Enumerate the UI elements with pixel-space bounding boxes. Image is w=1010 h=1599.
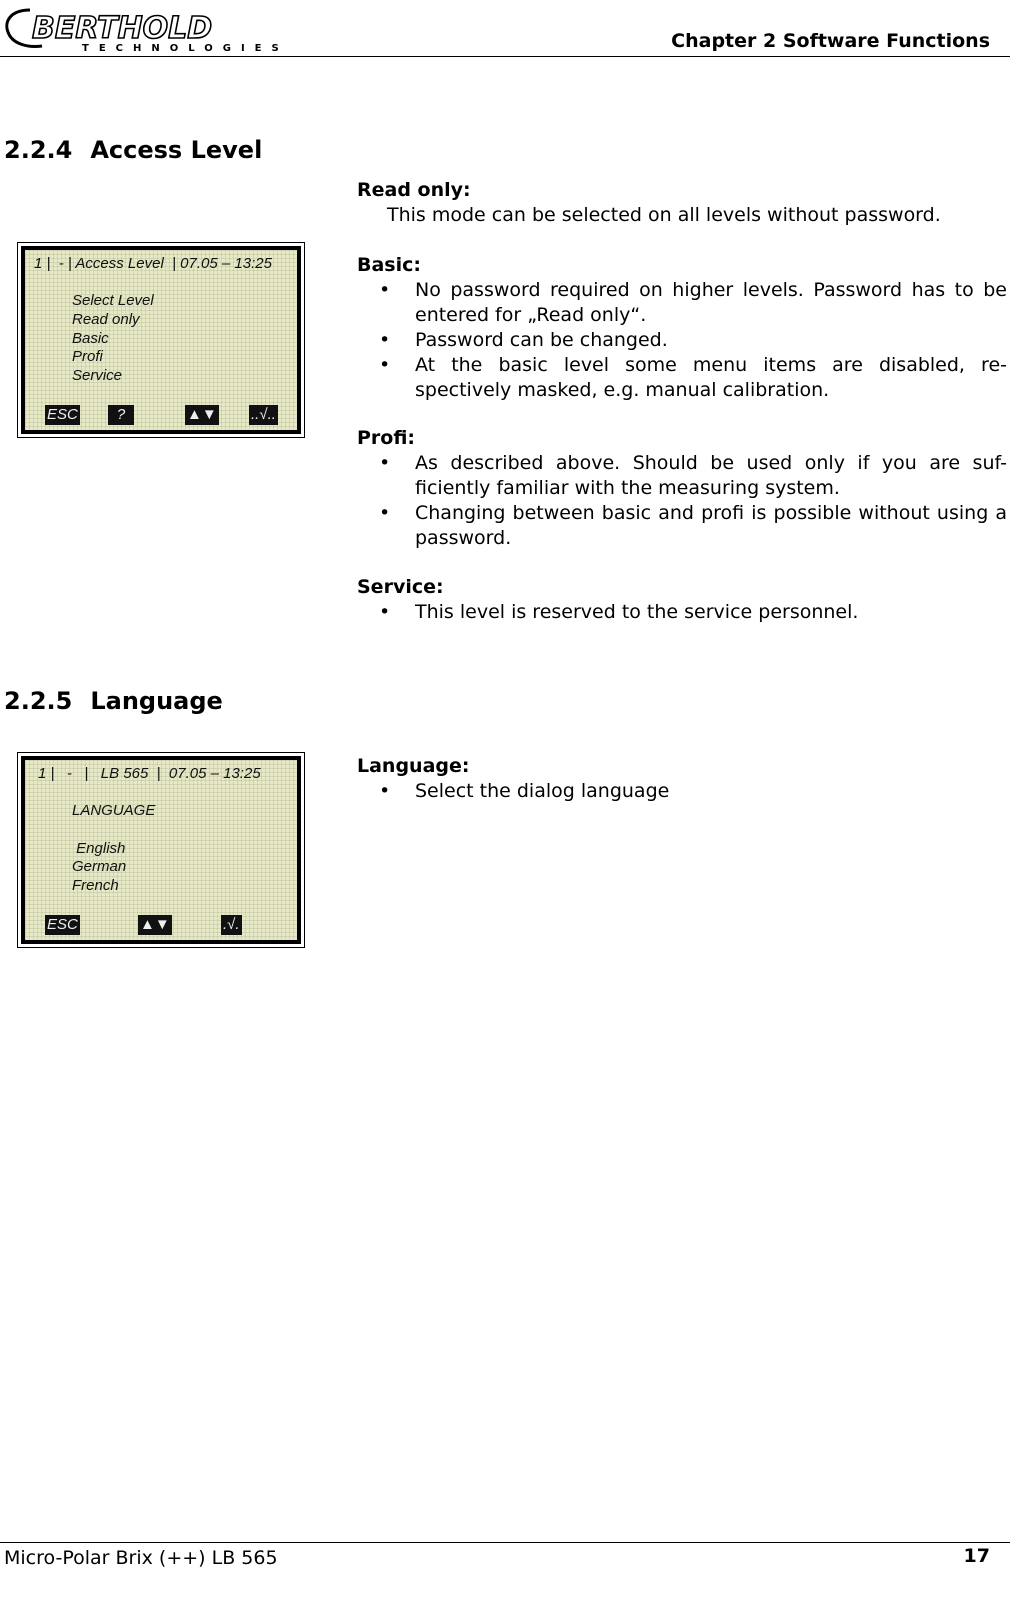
list-item: • No password required on higher levels. Password has to be entered for „Read only“.	[357, 278, 1007, 328]
lcd-menu-item-french: French	[72, 877, 119, 894]
lcd-confirm-key: ..√..	[251, 406, 276, 423]
lcd-arrow-keys: ▲▼	[187, 406, 217, 423]
logo-subtext: TECHNOLOGIES	[82, 43, 289, 54]
header-divider	[0, 56, 1010, 57]
read-only-text: This mode can be selected on all levels without password.	[387, 204, 941, 226]
language-label: Language:	[357, 755, 470, 777]
footer-divider	[0, 1542, 1010, 1543]
lcd-menu-item-basic: Basic	[72, 330, 109, 347]
footer-product-name: Micro-Polar Brix (++) LB 565	[4, 1547, 278, 1569]
profi-label: Profi:	[357, 427, 416, 449]
lcd-esc-key: ESC	[47, 916, 78, 933]
lcd-display	[21, 246, 301, 434]
basic-description	[357, 253, 1007, 403]
lcd-status-line: 1 | - | Access Level | 07.05 – 13:25	[34, 255, 272, 272]
lcd-confirm-key: .√.	[223, 916, 240, 933]
lcd-menu-item-service: Service	[72, 367, 123, 384]
list-item: • At the basic level some menu items are disabled, re-spectively masked, e.g. manual calibration.	[357, 353, 1007, 403]
lcd-arrow-keys: ▲▼	[140, 916, 170, 933]
list-item: • This level is reserved to the service personnel.	[357, 600, 1007, 625]
chapter-title: Chapter 2 Software Functions	[671, 30, 990, 52]
service-description	[357, 575, 1007, 625]
list-item: • Password can be changed.	[357, 328, 1007, 353]
language-screen	[17, 752, 305, 948]
list-item: • Select the dialog language	[357, 779, 1007, 804]
list-item: • As described above. Should be used only if you are suf-ficiently familiar with the measuring system.	[357, 451, 1007, 501]
read-only-label: Read only:	[357, 179, 471, 201]
lcd-menu-heading: Select Level	[72, 292, 154, 309]
section-heading-language	[4, 687, 223, 715]
lcd-menu-item-read-only: Read only	[72, 311, 140, 328]
lcd-menu-item-profi: Profi	[72, 348, 103, 365]
lcd-menu-item-german: German	[72, 858, 127, 875]
lcd-status-line: 1 | - | LB 565 | 07.05 – 13:25	[38, 765, 261, 782]
basic-label: Basic:	[357, 254, 421, 276]
profi-description	[357, 426, 1007, 551]
profi-bullet-list	[357, 451, 1007, 551]
access-level-screen	[17, 242, 305, 438]
section-title: Access Level	[90, 136, 263, 164]
berthold-logo	[2, 4, 292, 56]
logo-text: BERTHOLD	[32, 11, 213, 46]
page-number: 17	[963, 1545, 990, 1567]
read-only-description	[357, 178, 1007, 228]
section-title: Language	[90, 687, 223, 715]
lcd-esc-key: ESC	[47, 406, 78, 423]
lcd-menu-item-english: English	[72, 840, 126, 857]
list-item: • Changing between basic and profi is possible without using a password.	[357, 501, 1007, 551]
lcd-display	[21, 756, 301, 944]
section-heading-access-level	[4, 136, 262, 164]
language-description	[357, 754, 1007, 804]
lcd-help-key: ?	[108, 405, 134, 425]
service-bullet-list	[357, 600, 1007, 625]
service-label: Service:	[357, 576, 444, 598]
language-bullet-list	[357, 779, 1007, 804]
section-number: 2.2.5	[4, 687, 73, 715]
lcd-menu-heading: LANGUAGE	[72, 802, 156, 819]
basic-bullet-list	[357, 278, 1007, 403]
section-number: 2.2.4	[4, 136, 73, 164]
